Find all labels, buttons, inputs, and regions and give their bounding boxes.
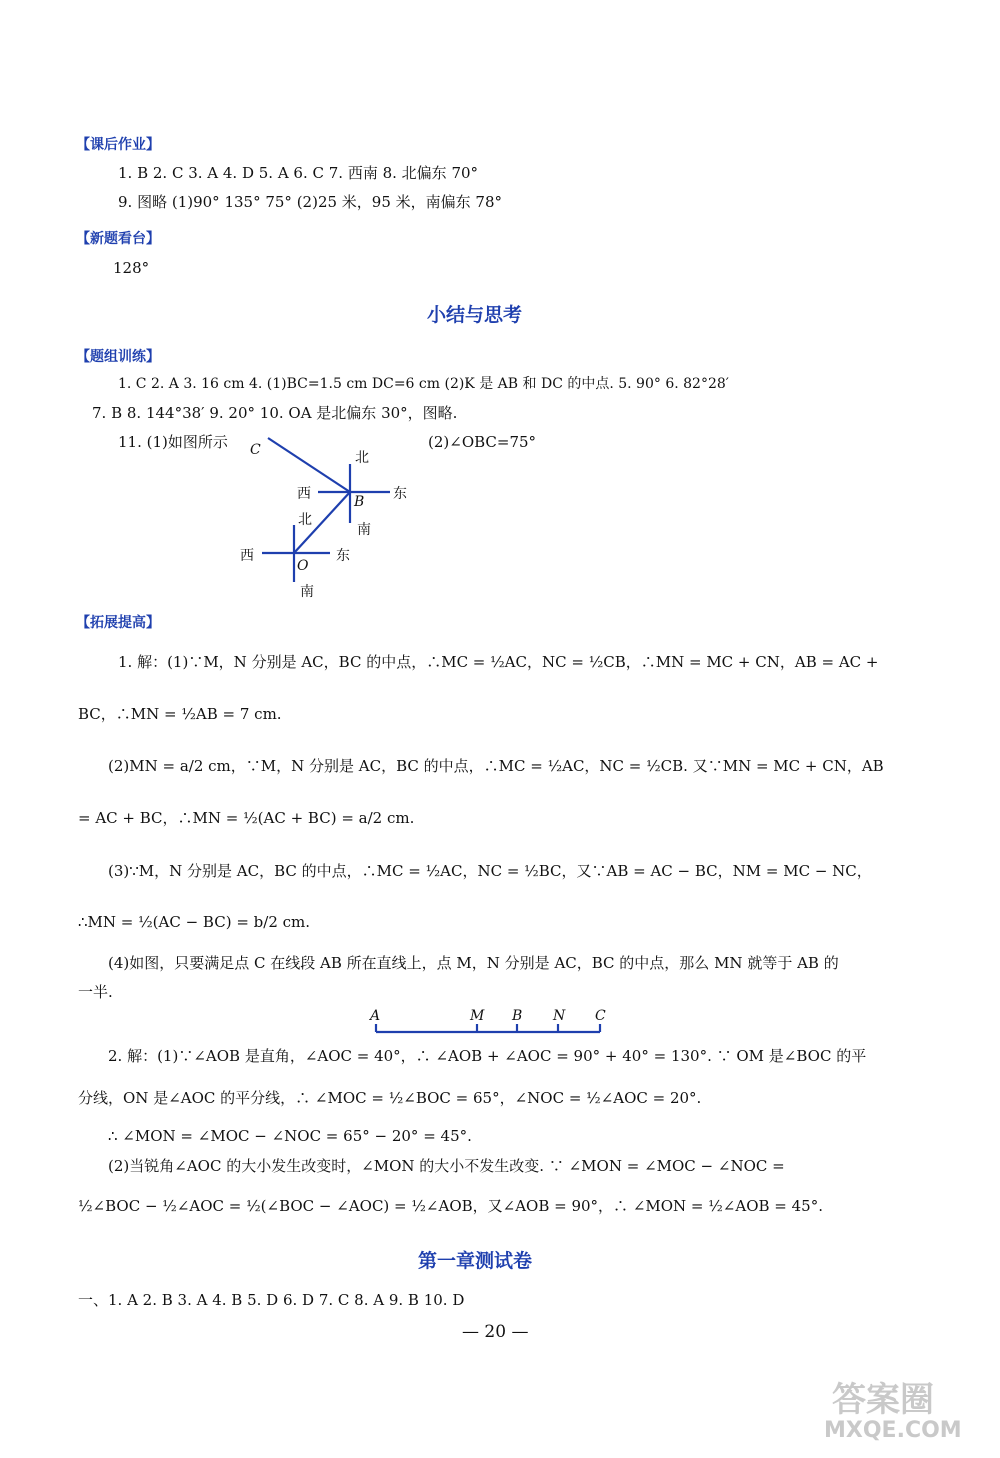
section-title-chapter-test: 第一章测试卷: [418, 1250, 533, 1272]
new-problem-answer: 128°: [113, 259, 150, 277]
ext-q1-part2-line2: = AC + BC，∴MN = ½(AC + BC) = a/2 cm.: [78, 809, 415, 827]
upper-south-label: 南: [357, 522, 371, 538]
lower-east-label: 东: [336, 548, 350, 564]
upper-north-label: 北: [355, 450, 369, 466]
watermark-logo: 答案圈: [832, 1380, 934, 1420]
point-c-seg-label: C: [595, 1008, 606, 1024]
lower-west-label: 西: [240, 548, 254, 564]
section-tag-extension: 【拓展提高】: [76, 615, 160, 631]
section-tag-homework: 【课后作业】: [76, 137, 160, 153]
ext-q2-line1: 2. 解：(1)∵∠AOB 是直角，∠AOC = 40°，∴ ∠AOB + ∠AOC = 90° + 40° = 130°. ∵ OM 是∠BOC 的平: [108, 1047, 867, 1065]
ext-q2-line2: 分线，ON 是∠AOC 的平分线，∴ ∠MOC = ½∠BOC = 65°，∠NOC = ½∠AOC = 20°.: [78, 1089, 702, 1107]
point-m-label: M: [470, 1008, 485, 1024]
section-title-summary: 小结与思考: [427, 304, 523, 326]
ext-q1-part3-line2: ∴MN = ½(AC − BC) = b/2 cm.: [78, 913, 311, 931]
ext-q1-part2-line1: (2)MN = a/2 cm，∵M，N 分别是 AC，BC 的中点，∴MC = ½AC，NC = ½CB. 又∵MN = MC + CN，AB: [108, 757, 884, 775]
q11-part1: 11. (1)如图所示: [118, 433, 228, 451]
ext-q2-part2-line1: (2)当锐角∠AOC 的大小发生改变时，∠MON 的大小不发生改变. ∵ ∠MON = ∠MOC − ∠NOC =: [108, 1157, 785, 1175]
point-a-label: A: [370, 1008, 381, 1024]
ext-q2-part2-line2: ½∠BOC − ½∠AOC = ½(∠BOC − ∠AOC) = ½∠AOB，又∠AOB = 90°，∴ ∠MON = ½∠AOB = 45°.: [78, 1197, 823, 1215]
upper-east-label: 东: [393, 486, 407, 502]
point-b-seg-label: B: [512, 1008, 523, 1024]
upper-west-label: 西: [297, 486, 311, 502]
point-c-label: C: [250, 442, 261, 458]
page-number: — 20 —: [462, 1322, 529, 1342]
chapter-test-answers-line1: 一、1. A 2. B 3. A 4. B 5. D 6. D 7. C 8. A 9. B 10. D: [78, 1291, 465, 1309]
summary-answers-line2: 7. B 8. 144°38′ 9. 20° 10. OA 是北偏东 30°，图略.: [92, 404, 458, 422]
ext-q1-part3-line1: (3)∵M，N 分别是 AC，BC 的中点，∴MC = ½AC，NC = ½BC，又∵AB = AC − BC，NM = MC − NC，: [108, 862, 872, 880]
section-tag-group-training: 【题组训练】: [76, 349, 160, 365]
q11-part2: (2)∠OBC=75°: [428, 433, 537, 451]
point-b-label: B: [354, 494, 365, 510]
lower-north-label: 北: [298, 512, 312, 528]
homework-answers-line2: 9. 图略 (1)90° 135° 75° (2)25 米，95 米，南偏东 78°: [118, 193, 503, 211]
ext-q1-line1: 1. 解：(1)∵M，N 分别是 AC，BC 的中点，∴MC = ½AC，NC = ½CB，∴MN = MC + CN，AB = AC +: [118, 653, 879, 671]
ext-q2-line3: ∴ ∠MON = ∠MOC − ∠NOC = 65° − 20° = 45°.: [108, 1127, 472, 1145]
ext-q1-part4-line1: (4)如图，只要满足点 C 在线段 AB 所在直线上，点 M，N 分别是 AC，BC 的中点，那么 MN 就等于 AB 的: [108, 954, 839, 972]
watermark-site: MXQE.COM: [824, 1418, 962, 1443]
ray-bc: [268, 438, 350, 492]
point-o-label: O: [297, 558, 309, 574]
summary-answers-line1: 1. C 2. A 3. 16 cm 4. (1)BC=1.5 cm DC=6 cm (2)K 是 AB 和 DC 的中点. 5. 90° 6. 82°28′: [118, 376, 729, 392]
lower-south-label: 南: [300, 584, 314, 600]
segment-figure: [360, 1006, 620, 1042]
section-tag-new-problem: 【新题看台】: [76, 231, 160, 247]
compass-figure: [230, 430, 420, 605]
homework-answers-line1: 1. B 2. C 3. A 4. D 5. A 6. C 7. 西南 8. 北偏东 70°: [118, 164, 479, 182]
ext-q1-part4-line2: 一半.: [78, 983, 113, 1001]
point-n-label: N: [553, 1008, 566, 1024]
ext-q1-line2: BC，∴MN = ½AB = 7 cm.: [78, 705, 282, 723]
